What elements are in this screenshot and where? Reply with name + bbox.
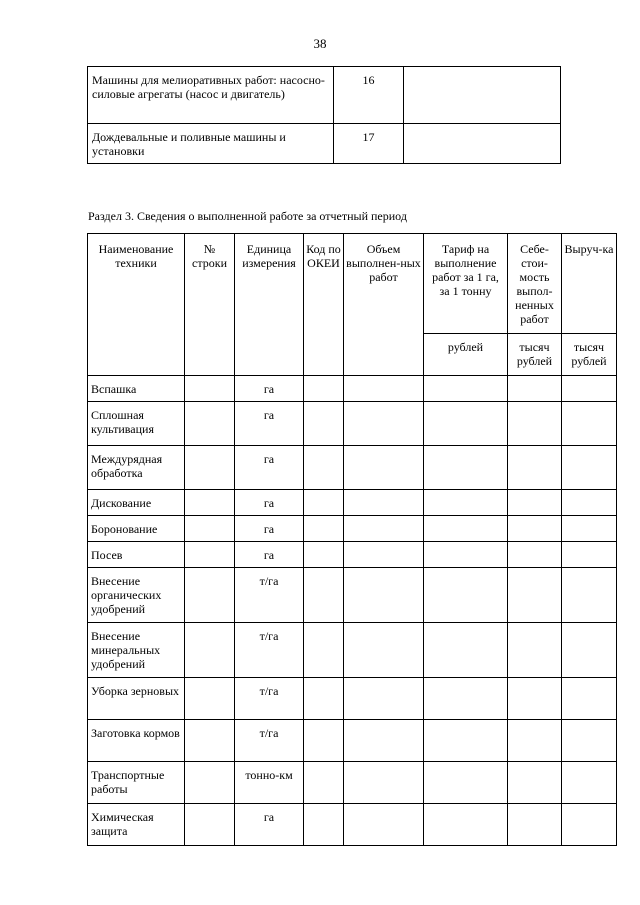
header-cost: Себе-стои-мость выпол-ненных работ bbox=[508, 234, 562, 334]
unit-cell: га bbox=[235, 402, 304, 446]
okei-cell[interactable] bbox=[304, 804, 344, 846]
table-row bbox=[88, 623, 617, 678]
cost-cell[interactable] bbox=[508, 446, 562, 490]
cost-cell[interactable] bbox=[508, 542, 562, 568]
work-type-cell: Сплошная культивация bbox=[88, 402, 185, 446]
work-report-table bbox=[87, 233, 617, 846]
okei-cell[interactable] bbox=[304, 376, 344, 402]
tariff-cell[interactable] bbox=[424, 623, 508, 678]
cost-cell[interactable] bbox=[508, 720, 562, 762]
unit-cell: га bbox=[235, 804, 304, 846]
section-title: Раздел 3. Сведения о выполненной работе за отчетный период bbox=[88, 209, 407, 223]
cost-cell[interactable] bbox=[508, 762, 562, 804]
work-type-cell: Вспашка bbox=[88, 376, 185, 402]
table-row bbox=[88, 67, 561, 124]
table-row bbox=[88, 446, 617, 490]
unit-cell: га bbox=[235, 376, 304, 402]
unit-cell: т/га bbox=[235, 568, 304, 623]
volume-cell[interactable] bbox=[344, 402, 424, 446]
work-type-cell: Боронование bbox=[88, 516, 185, 542]
row-number-cell[interactable] bbox=[185, 542, 235, 568]
work-type-cell: Посев bbox=[88, 542, 185, 568]
volume-cell[interactable] bbox=[344, 804, 424, 846]
unit-cost: тысяч рублей bbox=[508, 334, 562, 376]
volume-cell[interactable] bbox=[344, 446, 424, 490]
revenue-cell[interactable] bbox=[562, 446, 617, 490]
revenue-cell[interactable] bbox=[562, 678, 617, 720]
row-number-cell[interactable] bbox=[185, 804, 235, 846]
tariff-cell[interactable] bbox=[424, 542, 508, 568]
tariff-cell[interactable] bbox=[424, 446, 508, 490]
tariff-cell[interactable] bbox=[424, 490, 508, 516]
tariff-cell[interactable] bbox=[424, 516, 508, 542]
unit-revenue: тысяч рублей bbox=[562, 334, 617, 376]
row-number-cell[interactable] bbox=[185, 720, 235, 762]
machine-name-cell: Машины для мелиоративных работ: насосно-силовые агрегаты (насос и двигатель) bbox=[88, 67, 334, 124]
header-unit: Единица измерения bbox=[235, 234, 304, 376]
volume-cell[interactable] bbox=[344, 678, 424, 720]
cost-cell[interactable] bbox=[508, 568, 562, 623]
volume-cell[interactable] bbox=[344, 542, 424, 568]
volume-cell[interactable] bbox=[344, 490, 424, 516]
revenue-cell[interactable] bbox=[562, 516, 617, 542]
header-row bbox=[88, 234, 617, 334]
revenue-cell[interactable] bbox=[562, 568, 617, 623]
tariff-cell[interactable] bbox=[424, 568, 508, 623]
row-number-cell[interactable] bbox=[185, 516, 235, 542]
table-row bbox=[88, 762, 617, 804]
volume-cell[interactable] bbox=[344, 720, 424, 762]
okei-cell[interactable] bbox=[304, 446, 344, 490]
work-type-cell: Дискование bbox=[88, 490, 185, 516]
revenue-cell[interactable] bbox=[562, 623, 617, 678]
cost-cell[interactable] bbox=[508, 402, 562, 446]
row-number-cell: 16 bbox=[334, 67, 404, 124]
tariff-cell[interactable] bbox=[424, 402, 508, 446]
header-okei: Код по ОКЕИ bbox=[304, 234, 344, 376]
volume-cell[interactable] bbox=[344, 623, 424, 678]
work-type-cell: Уборка зерновых bbox=[88, 678, 185, 720]
revenue-cell[interactable] bbox=[562, 376, 617, 402]
okei-cell[interactable] bbox=[304, 542, 344, 568]
row-number-cell[interactable] bbox=[185, 446, 235, 490]
work-type-cell: Транспортные работы bbox=[88, 762, 185, 804]
unit-cell: т/га bbox=[235, 623, 304, 678]
volume-cell[interactable] bbox=[344, 516, 424, 542]
work-type-cell: Внесение минеральных удобрений bbox=[88, 623, 185, 678]
revenue-cell[interactable] bbox=[562, 542, 617, 568]
okei-cell[interactable] bbox=[304, 678, 344, 720]
row-number-cell: 17 bbox=[334, 124, 404, 164]
header-row-number: № строки bbox=[185, 234, 235, 376]
tariff-cell[interactable] bbox=[424, 804, 508, 846]
row-number-cell[interactable] bbox=[185, 376, 235, 402]
okei-cell[interactable] bbox=[304, 516, 344, 542]
unit-cell: тонно-км bbox=[235, 762, 304, 804]
volume-cell[interactable] bbox=[344, 568, 424, 623]
work-type-cell: Химическая защита bbox=[88, 804, 185, 846]
value-cell[interactable] bbox=[404, 124, 561, 164]
table-row bbox=[88, 376, 617, 402]
table-row bbox=[88, 804, 617, 846]
revenue-cell[interactable] bbox=[562, 490, 617, 516]
okei-cell[interactable] bbox=[304, 720, 344, 762]
row-number-cell[interactable] bbox=[185, 490, 235, 516]
table-row bbox=[88, 124, 561, 164]
row-number-cell[interactable] bbox=[185, 762, 235, 804]
okei-cell[interactable] bbox=[304, 490, 344, 516]
row-number-cell[interactable] bbox=[185, 568, 235, 623]
unit-cell: т/га bbox=[235, 678, 304, 720]
header-tariff: Тариф на выполнение работ за 1 га, за 1 тонну bbox=[424, 234, 508, 334]
table-row bbox=[88, 516, 617, 542]
unit-cell: т/га bbox=[235, 720, 304, 762]
row-number-cell[interactable] bbox=[185, 402, 235, 446]
tariff-cell[interactable] bbox=[424, 720, 508, 762]
row-number-cell[interactable] bbox=[185, 678, 235, 720]
work-type-cell: Междурядная обработка bbox=[88, 446, 185, 490]
unit-cell: га bbox=[235, 516, 304, 542]
volume-cell[interactable] bbox=[344, 762, 424, 804]
unit-cell: га bbox=[235, 446, 304, 490]
unit-cell: га bbox=[235, 542, 304, 568]
machines-table bbox=[87, 66, 561, 164]
header-name: Наименование техники bbox=[88, 234, 185, 376]
value-cell[interactable] bbox=[404, 67, 561, 124]
revenue-cell[interactable] bbox=[562, 804, 617, 846]
machine-name-cell: Дождевальные и поливные машины и установки bbox=[88, 124, 334, 164]
cost-cell[interactable] bbox=[508, 376, 562, 402]
cost-cell[interactable] bbox=[508, 804, 562, 846]
tariff-cell[interactable] bbox=[424, 678, 508, 720]
cost-cell[interactable] bbox=[508, 516, 562, 542]
table-row bbox=[88, 402, 617, 446]
work-type-cell: Внесение органических удобрений bbox=[88, 568, 185, 623]
cost-cell[interactable] bbox=[508, 490, 562, 516]
revenue-cell[interactable] bbox=[562, 720, 617, 762]
table-row bbox=[88, 542, 617, 568]
work-type-cell: Заготовка кормов bbox=[88, 720, 185, 762]
tariff-cell[interactable] bbox=[424, 376, 508, 402]
revenue-cell[interactable] bbox=[562, 402, 617, 446]
table-row bbox=[88, 568, 617, 623]
page-number: 38 bbox=[313, 36, 327, 51]
table-row bbox=[88, 490, 617, 516]
tariff-cell[interactable] bbox=[424, 762, 508, 804]
row-number-cell[interactable] bbox=[185, 623, 235, 678]
volume-cell[interactable] bbox=[344, 376, 424, 402]
table-row bbox=[88, 678, 617, 720]
okei-cell[interactable] bbox=[304, 623, 344, 678]
okei-cell[interactable] bbox=[304, 402, 344, 446]
header-revenue: Выруч-ка bbox=[562, 234, 617, 334]
unit-cell: га bbox=[235, 490, 304, 516]
cost-cell[interactable] bbox=[508, 623, 562, 678]
cost-cell[interactable] bbox=[508, 678, 562, 720]
revenue-cell[interactable] bbox=[562, 762, 617, 804]
header-volume: Объем выполнен-ных работ bbox=[344, 234, 424, 376]
unit-tariff: рублей bbox=[424, 334, 508, 376]
okei-cell[interactable] bbox=[304, 762, 344, 804]
table-row bbox=[88, 720, 617, 762]
okei-cell[interactable] bbox=[304, 568, 344, 623]
